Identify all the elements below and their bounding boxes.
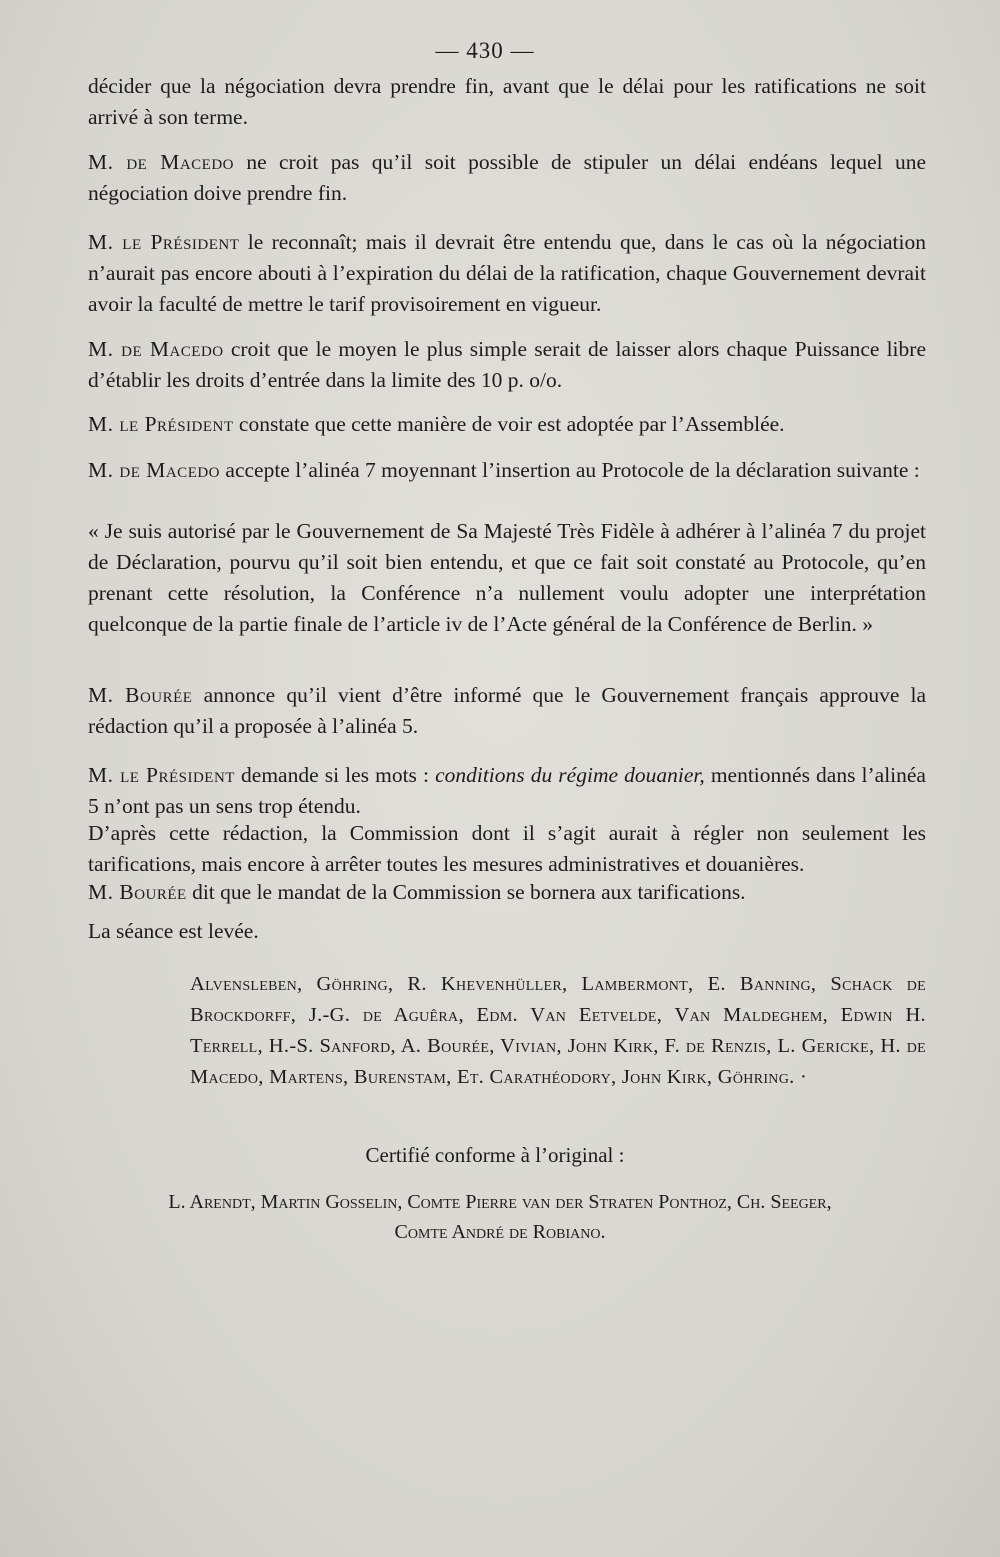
paragraph-text: annonce qu’il vient d’être informé que le Gouvernement français approuve la rédaction qu’il a proposée à l’alinéa 5.	[88, 683, 927, 738]
certifiers-line-1: L. Arendt, Martin Gosselin, Comte Pierre van der Straten Ponthoz, Ch. Seeger,	[168, 1191, 832, 1213]
page-number: — 430 —	[435, 38, 535, 63]
paragraph-2	[88, 147, 926, 209]
paragraph-text: ne croit pas qu’il soit possible de stipuler un délai endéans lequel une négociation doive prendre fin.	[88, 150, 926, 205]
paragraph-text: constate que cette manière de voir est adoptée par l’Assemblée.	[233, 412, 785, 436]
closing-text: La séance est levée.	[88, 919, 259, 943]
paragraph-text: accepte l’alinéa 7 moyennant l’insertion au Protocole de la déclaration suivante :	[220, 458, 920, 482]
paragraph-10	[88, 818, 926, 880]
paragraph-text: mentionnés dans l’alinéa 5 n’ont pas un sens trop étendu.	[88, 763, 926, 818]
speaker-name: M. le Président	[88, 763, 235, 787]
speaker-name: M. le Président	[88, 230, 240, 254]
certifiers-line-2: Comte André de Robiano.	[394, 1221, 606, 1243]
certification-heading: Certifié conforme à l’original :	[365, 1143, 625, 1167]
paragraph-text: D’après cette rédaction, la Commission dont il s’agit aurait à régler non seulement les tarifications, mais encore à arrêter toutes les mesures administratives et douanières.	[88, 821, 926, 876]
body-text	[88, 71, 926, 133]
speaker-name: M. de Macedo	[88, 150, 234, 174]
paragraph-12	[88, 916, 926, 947]
paragraph-9	[88, 760, 926, 822]
italic-phrase: conditions du régime douanier,	[435, 763, 705, 787]
paragraph-7-quote	[88, 516, 926, 640]
speaker-name: M. Bourée	[88, 683, 193, 707]
signatures-text: Alvensleben, Göhring, R. Khevenhüller, Lambermont, E. Banning, Schack de Brockdorff, J.-G. de Aguêra, Edm. Van Eetvelde, Van Maldeghem, Edwin H. Terrell, H.-S. Sanford, A. Bourée, Vivian, John Kirk, F. de Renzis, L. Gericke, H. de Macedo, Martens, Burenstam, Et. Carathéodory, John Kirk, Göhring. ·	[190, 973, 926, 1088]
paragraph-11	[88, 877, 926, 908]
certifiers-block	[0, 1187, 1000, 1247]
paragraph-5	[88, 409, 926, 440]
paragraph-4	[88, 334, 926, 396]
signatures-block	[190, 969, 926, 1093]
paragraph-text: demande si les mots :	[234, 763, 436, 787]
declaration-quote: « Je suis autorisé par le Gouvernement de Sa Majesté Très Fidèle à adhérer à l’alinéa 7 du projet de Déclaration, pourvu qu’il soit bien entendu, et que ce fait soit constaté au Protocole, qu’en prenant cette résolution, la Conférence n’a nullement voulu adopter une interprétation quelconque de la partie finale de l’article iv de l’Acte général de la Conférence de Berlin. »	[88, 519, 926, 636]
speaker-name: M. de Macedo	[88, 458, 221, 482]
speaker-name: M. Bourée	[88, 880, 187, 904]
paragraph-text: croit que le moyen le plus simple serait de laisser alors chaque Puissance libre d’établir les droits d’entrée dans la limite des 10 p. o/o.	[88, 337, 926, 392]
paragraph-text: dit que le mandat de la Commission se bornera aux tarifications.	[186, 880, 746, 904]
paragraph-6	[88, 455, 926, 486]
paragraph-3	[88, 227, 926, 320]
paragraph-text: le reconnaît; mais il devrait être entendu que, dans le cas où la négociation n’aurait pas encore abouti à l’expiration du délai de la ratification, chaque Gouvernement devrait avoir la faculté de mettre le tarif provisoirement en vigueur.	[88, 230, 926, 316]
paragraph-8	[88, 680, 926, 742]
speaker-name: M. le Président	[88, 412, 234, 436]
paragraph-1: décider que la négociation devra prendre fin, avant que le délai pour les ratifications ne soit arrivé à son terme.	[88, 74, 926, 129]
speaker-name: M. de Macedo	[88, 337, 224, 361]
